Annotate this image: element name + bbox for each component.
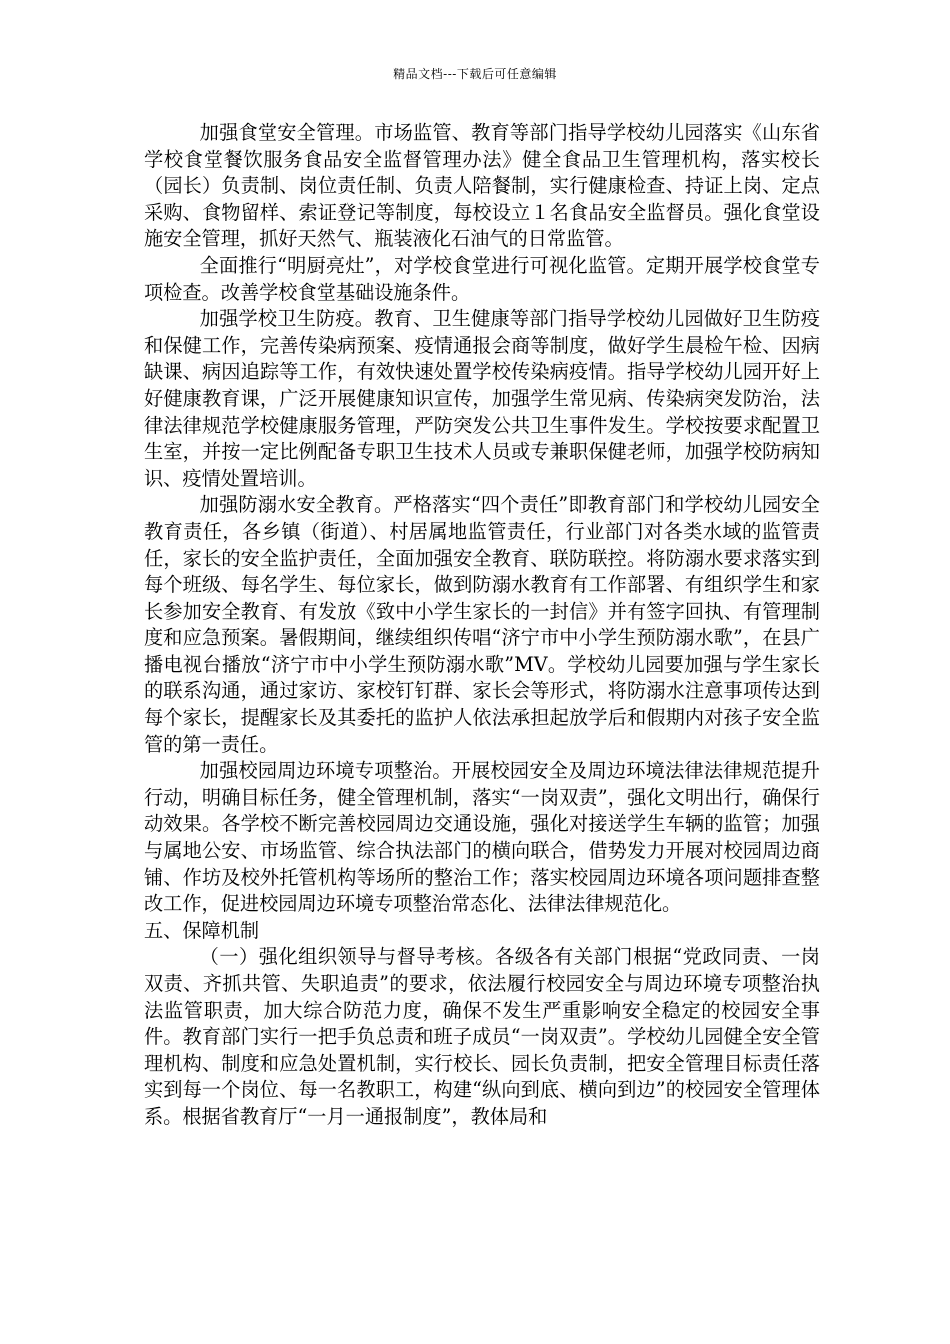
page-header: 精品文档---下载后可任意编辑 [393,67,557,81]
paragraph-campus-environment: 加强校园周边环境专项整治。开展校园安全及周边环境法律法律规范提升行动，明确目标任务，健全管理机制，落实“一岗双责”，强化文明出行，确保行动效果。各学校不断完善校园周边交通设施，强化对接送学生车辆的监管；加强与属地公安、市场监管、综合执法部门的横向联合，借势发力开展对校园周边商铺、作坊及校外托管机构等场所的整治工作；落实校园周边环境各项问题排查整改工作，促进校园周边环境专项整治常态化、法律法律规范化。 [144,759,820,916]
paragraph-organization-leadership: （一）强化组织领导与督导考核。各级各有关部门根据“党政同责、一岗双责、齐抓共管、失职追责”的要求，依法履行校园安全与周边环境专项整治执法监管职责，加大综合防范力度，确保不发生严重影响安全稳定的校园安全事件。教育部门实行一把手负总责和班子成员“一岗双责”。学校幼儿园健全安全管理机构、制度和应急处置机制，实行校长、园长负责制，把安全管理目标责任落实到每一个岗位、每一名教职工，构建“纵向到底、横向到边”的校园安全管理体系。根据省教育厅“一月一通报制度”，教体局和 [144,945,820,1128]
paragraph-drowning-prevention: 加强防溺水安全教育。严格落实“四个责任”即教育部门和学校幼儿园安全教育责任，各乡镇（街道）、村居属地监管责任，行业部门对各类水域的监管责任，家长的安全监护责任，全面加强安全教育、联防联控。将防溺水要求落实到每个班级、每名学生、每位家长，做到防溺水教育有工作部署、有组织学生和家长参加安全教育、有发放《致中小学生家长的一封信》并有签字回执、有管理制度和应急预案。暑假期间，继续组织传唱“济宁市中小学生预防溺水歌”，在县广播电视台播放“济宁市中小学生预防溺水歌”MV。学校幼儿园要加强与学生家长的联系沟通，通过家访、家校钉钉群、家长会等形式，将防溺水注意事项传达到每个家长，提醒家长及其委托的监护人依法承担起放学后和假期内对孩子安全监管的第一责任。 [144,493,820,756]
paragraph-health-epidemic: 加强学校卫生防疫。教育、卫生健康等部门指导学校幼儿园做好卫生防疫和保健工作，完善传染病预案、疫情通报会商等制度，做好学生晨检午检、因病缺课、病因追踪等工作，有效快速处置学校传染病疫情。指导学校幼儿园开好上好健康教育课，广泛开展健康知识宣传，加强学生常见病、传染病突发防治，法律法律规范学校健康服务管理，严防突发公共卫生事件发生。学校按要求配置卫生室，并按一定比例配备专职卫生技术人员或专兼职保健老师，加强学校防病知识、疫情处置培训。 [144,307,820,490]
section-heading: 五、保障机制 [144,918,260,942]
document-body [144,120,820,1131]
paragraph-bright-kitchen: 全面推行“明厨亮灶”，对学校食堂进行可视化监管。定期开展学校食堂专项检查。改善学校食堂基础设施条件。 [144,253,820,304]
paragraph-canteen-safety: 加强食堂安全管理。市场监管、教育等部门指导学校幼儿园落实《山东省学校食堂餐饮服务食品安全监督管理办法》健全食品卫生管理机构，落实校长（园长）负责制、岗位责任制、负责人陪餐制，实行健康检查、持证上岗、定点采购、食物留样、索证登记等制度，每校设立１名食品安全监督员。强化食堂设施安全管理，抓好天然气、瓶装液化石油气的日常监管。 [144,121,820,251]
